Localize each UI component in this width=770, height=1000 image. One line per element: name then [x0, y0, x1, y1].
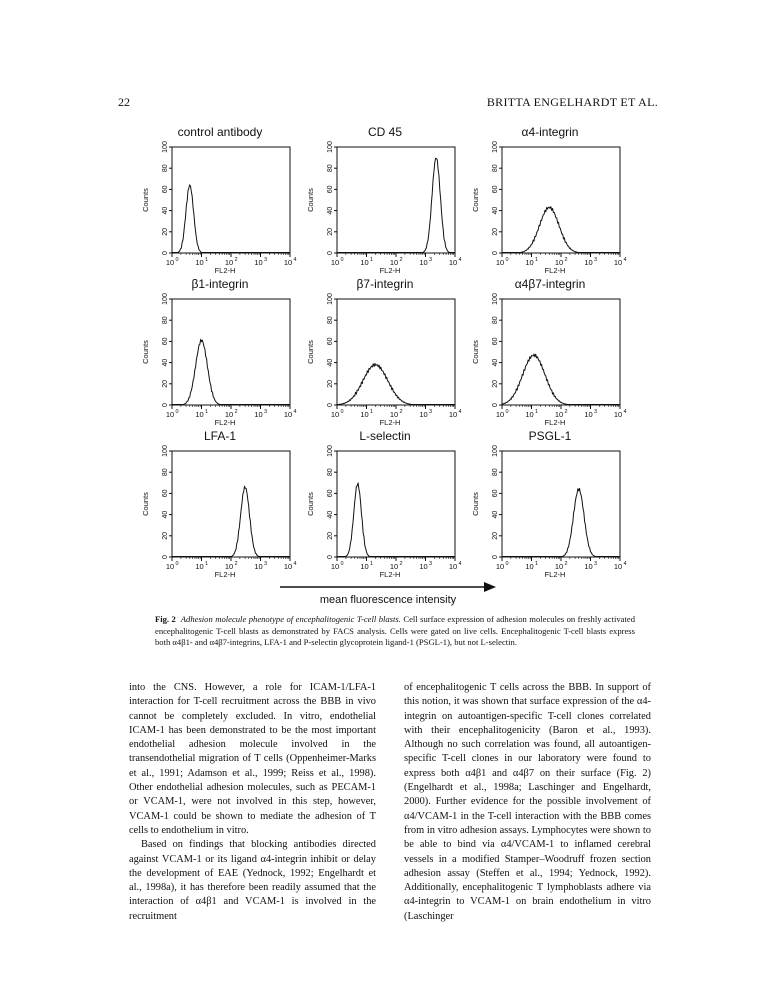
x-tick-exponent: 4 [458, 409, 462, 415]
x-tick-exponent: 0 [505, 409, 509, 415]
x-axis-label: FL2-H [214, 266, 236, 275]
y-tick-label: 100 [162, 445, 169, 457]
plot-frame [502, 451, 620, 557]
panel-title: α4β7-integrin [514, 277, 586, 291]
x-tick-exponent: 4 [623, 257, 627, 263]
x-axis-label: FL2-H [544, 418, 566, 427]
histogram-plot [140, 429, 300, 587]
x-tick-exponent: 1 [204, 561, 209, 567]
x-tick-label: 10 [224, 258, 234, 267]
x-tick-exponent: 3 [428, 257, 433, 263]
x-tick-label: 10 [419, 258, 428, 267]
x-tick-label: 10 [389, 410, 399, 419]
histogram-plot [140, 277, 300, 435]
x-tick-exponent: 0 [340, 257, 344, 263]
x-tick-label: 10 [525, 562, 534, 571]
x-tick-label: 10 [495, 410, 505, 419]
plot-frame [502, 147, 620, 253]
x-tick-label: 10 [584, 562, 593, 571]
x-tick-label: 10 [584, 258, 593, 267]
x-tick-label: 10 [448, 562, 458, 571]
x-tick-exponent: 2 [399, 257, 403, 263]
x-axis-label: FL2-H [544, 266, 566, 275]
y-axis-label: Counts [471, 188, 480, 212]
x-tick-exponent: 4 [293, 257, 297, 263]
plot-frame [502, 299, 620, 405]
panel-title: β7-integrin [356, 277, 414, 291]
x-tick-exponent: 0 [505, 257, 509, 263]
y-tick-label: 40 [327, 510, 334, 519]
x-tick-label: 10 [330, 410, 340, 419]
y-tick-label: 100 [327, 445, 334, 457]
panel-title: α4-integrin [521, 125, 579, 139]
x-tick-exponent: 3 [428, 409, 433, 415]
panel-title: PSGL-1 [528, 429, 572, 443]
text-column-right [404, 681, 651, 924]
x-tick-label: 10 [389, 258, 399, 267]
y-tick-label: 100 [492, 141, 499, 153]
x-tick-label: 10 [195, 562, 204, 571]
x-axis-label: FL2-H [379, 570, 401, 579]
x-tick-label: 10 [525, 258, 534, 267]
x-tick-exponent: 2 [399, 561, 403, 567]
x-tick-label: 10 [283, 562, 293, 571]
x-tick-exponent: 3 [593, 409, 598, 415]
x-tick-label: 10 [195, 258, 204, 267]
y-tick-label: 0 [327, 251, 334, 255]
x-tick-label: 10 [360, 258, 369, 267]
x-axis-label: FL2-H [544, 570, 566, 579]
x-tick-exponent: 0 [505, 561, 509, 567]
x-tick-exponent: 1 [204, 409, 209, 415]
x-tick-exponent: 3 [263, 409, 268, 415]
y-tick-label: 60 [327, 489, 334, 498]
histogram-curve [172, 185, 290, 253]
x-tick-label: 10 [448, 410, 458, 419]
y-axis-label: Counts [306, 188, 315, 212]
y-tick-label: 0 [492, 251, 499, 255]
x-tick-label: 10 [525, 410, 534, 419]
x-tick-label: 10 [554, 562, 564, 571]
histogram-curve [502, 354, 620, 405]
histogram-curve [502, 488, 620, 556]
x-tick-exponent: 4 [293, 409, 297, 415]
x-tick-label: 10 [389, 562, 399, 571]
y-tick-label: 60 [327, 337, 334, 346]
x-tick-exponent: 2 [564, 409, 568, 415]
plot-frame [172, 299, 290, 405]
histogram-panel [305, 429, 465, 587]
x-tick-label: 10 [165, 258, 175, 267]
histogram-plot [305, 277, 465, 435]
x-tick-exponent: 4 [458, 561, 462, 567]
y-tick-label: 20 [327, 379, 334, 388]
x-tick-exponent: 0 [340, 409, 344, 415]
histogram-curve [337, 158, 455, 252]
x-tick-exponent: 0 [175, 257, 179, 263]
x-axis-label: FL2-H [379, 266, 401, 275]
y-tick-label: 60 [492, 489, 499, 498]
y-tick-label: 60 [162, 337, 169, 346]
page-number: 22 [118, 95, 130, 109]
y-tick-label: 20 [162, 379, 169, 388]
y-tick-label: 0 [492, 555, 499, 559]
x-tick-label: 10 [254, 258, 263, 267]
y-tick-label: 40 [162, 358, 169, 367]
y-tick-label: 80 [162, 468, 169, 477]
x-tick-exponent: 2 [234, 561, 238, 567]
x-tick-label: 10 [165, 410, 175, 419]
histogram-plot [305, 429, 465, 587]
y-axis-label: Counts [141, 340, 150, 364]
histogram-panel [470, 125, 630, 283]
y-tick-label: 20 [492, 227, 499, 236]
x-tick-label: 10 [283, 258, 293, 267]
y-tick-label: 40 [492, 206, 499, 215]
x-tick-exponent: 3 [593, 257, 598, 263]
x-tick-label: 10 [448, 258, 458, 267]
panel-title: CD 45 [367, 125, 402, 139]
y-tick-label: 0 [162, 403, 169, 407]
y-tick-label: 60 [492, 337, 499, 346]
y-axis-label: Counts [141, 188, 150, 212]
text-column-left [129, 681, 376, 924]
x-tick-exponent: 0 [175, 561, 179, 567]
y-tick-label: 0 [492, 403, 499, 407]
y-tick-label: 40 [327, 358, 334, 367]
histogram-panel [140, 125, 300, 283]
plot-frame [172, 147, 290, 253]
x-tick-label: 10 [165, 562, 175, 571]
x-tick-label: 10 [360, 410, 369, 419]
caption-body: Cell surface expression of adhesion molecules on freshly activated encephalitogenic T-cell blasts as demonstrated by FACS analysis. Cells were gated on live cells. Encephalitogenic T-cell blasts express both α4β1- and α4β7-integrins, LFA-1 and P-selectin glycoprotein ligand-1 (PSGL-1), but not L-selectin. [155, 614, 635, 648]
x-tick-exponent: 2 [564, 257, 568, 263]
y-tick-label: 40 [492, 510, 499, 519]
x-tick-exponent: 2 [234, 257, 238, 263]
y-tick-label: 0 [162, 555, 169, 559]
y-tick-label: 60 [162, 185, 169, 194]
y-tick-label: 80 [162, 316, 169, 325]
x-tick-label: 10 [419, 562, 428, 571]
histogram-curve [172, 486, 290, 556]
x-tick-label: 10 [195, 410, 204, 419]
y-axis-label: Counts [141, 492, 150, 516]
y-tick-label: 20 [492, 379, 499, 388]
y-tick-label: 60 [327, 185, 334, 194]
x-tick-label: 10 [224, 562, 234, 571]
y-tick-label: 0 [327, 403, 334, 407]
y-tick-label: 0 [162, 251, 169, 255]
x-tick-exponent: 2 [234, 409, 238, 415]
x-tick-exponent: 1 [369, 561, 374, 567]
y-tick-label: 100 [162, 141, 169, 153]
y-tick-label: 20 [327, 227, 334, 236]
y-tick-label: 80 [492, 164, 499, 173]
y-tick-label: 20 [327, 531, 334, 540]
x-tick-label: 10 [613, 410, 623, 419]
x-tick-exponent: 1 [534, 257, 539, 263]
y-tick-label: 40 [162, 206, 169, 215]
histogram-curve [337, 363, 455, 404]
histogram-panel [305, 125, 465, 283]
y-tick-label: 60 [162, 489, 169, 498]
x-tick-label: 10 [584, 410, 593, 419]
x-tick-exponent: 3 [428, 561, 433, 567]
histogram-plot [140, 125, 300, 283]
x-tick-exponent: 0 [175, 409, 179, 415]
y-axis-label: Counts [306, 492, 315, 516]
histogram-plot [470, 125, 630, 283]
x-tick-exponent: 1 [534, 409, 539, 415]
running-head [118, 95, 658, 113]
y-tick-label: 80 [162, 164, 169, 173]
x-tick-label: 10 [495, 258, 505, 267]
y-tick-label: 20 [162, 531, 169, 540]
x-tick-exponent: 3 [593, 561, 598, 567]
x-tick-exponent: 0 [340, 561, 344, 567]
x-axis-label: FL2-H [214, 570, 236, 579]
y-tick-label: 40 [327, 206, 334, 215]
x-tick-label: 10 [419, 410, 428, 419]
histogram-panel [305, 277, 465, 435]
figure-2 [140, 125, 640, 613]
x-tick-exponent: 4 [293, 561, 297, 567]
y-tick-label: 80 [492, 468, 499, 477]
panel-title: LFA-1 [203, 429, 236, 443]
y-axis-label: Counts [471, 492, 480, 516]
y-tick-label: 100 [327, 141, 334, 153]
y-tick-label: 80 [327, 468, 334, 477]
y-tick-label: 40 [492, 358, 499, 367]
histogram-plot [305, 125, 465, 283]
caption-title: Adhesion molecule phenotype of encephalitogenic T-cell blasts. [180, 614, 401, 624]
histogram-panel [470, 429, 630, 587]
histogram-plot [470, 429, 630, 587]
mfi-axis-label: mean fluorescence intensity [319, 594, 457, 606]
y-tick-label: 80 [492, 316, 499, 325]
y-tick-label: 80 [327, 316, 334, 325]
histogram-panel [470, 277, 630, 435]
y-axis-label: Counts [471, 340, 480, 364]
panel-title: β1-integrin [191, 277, 249, 291]
x-tick-exponent: 1 [204, 257, 209, 263]
x-tick-label: 10 [554, 410, 564, 419]
x-tick-exponent: 1 [369, 409, 374, 415]
x-tick-exponent: 4 [623, 561, 627, 567]
y-tick-label: 100 [492, 293, 499, 305]
x-axis-label: FL2-H [214, 418, 236, 427]
x-tick-exponent: 3 [263, 561, 268, 567]
x-tick-label: 10 [254, 562, 263, 571]
plot-frame [337, 299, 455, 405]
x-tick-label: 10 [224, 410, 234, 419]
x-tick-exponent: 2 [564, 561, 568, 567]
histogram-curve [172, 339, 290, 404]
x-tick-label: 10 [330, 562, 340, 571]
x-tick-label: 10 [360, 562, 369, 571]
paragraph: Based on findings that blocking antibodies directed against VCAM-1 or its ligand α4-integrin inhibit or delay the development of EAE (Yednock, 1992; Engelhardt et al., 1998a), it has therefore been readily assumed that the interaction of α4β1 and VCAM-1 is involved in the recruitment [129, 839, 376, 922]
panel-title: L-selectin [359, 429, 411, 443]
y-tick-label: 20 [162, 227, 169, 236]
histogram-panel [140, 277, 300, 435]
figure-caption [155, 614, 635, 649]
histogram-plot [470, 277, 630, 435]
caption-label: Fig. 2 [155, 614, 176, 624]
y-tick-label: 60 [492, 185, 499, 194]
y-tick-label: 40 [162, 510, 169, 519]
x-tick-exponent: 2 [399, 409, 403, 415]
running-head-authors: BRITTA ENGELHARDT ET AL. [486, 95, 658, 109]
x-tick-label: 10 [613, 562, 623, 571]
y-tick-label: 100 [492, 445, 499, 457]
paragraph: into the CNS. However, a role for ICAM-1/LFA-1 interaction for T-cell recruitment across the BBB in vivo cannot be completely excluded. In vitro, endothelial ICAM-1 has been demonstrated to be the most important endothelial adhesion molecule involved in the transendothelial migration of T cells (Oppenheimer-Marks et al., 1991; Adamson et al., 1999; Reiss et al., 1998). Other endothelial adhesion molecules, such as PECAM-1 or VCAM-1, were not involved in this step, however, VCAM-1 could be shown to mediate the adhesion of T cells to endothelium in vitro. [129, 682, 376, 836]
y-tick-label: 80 [327, 164, 334, 173]
y-tick-label: 20 [492, 531, 499, 540]
y-tick-label: 100 [327, 293, 334, 305]
y-axis-label: Counts [306, 340, 315, 364]
histogram-curve [337, 483, 455, 557]
histogram-panel [140, 429, 300, 587]
y-tick-label: 0 [327, 555, 334, 559]
x-tick-label: 10 [330, 258, 340, 267]
x-tick-label: 10 [613, 258, 623, 267]
x-tick-label: 10 [254, 410, 263, 419]
x-tick-exponent: 4 [623, 409, 627, 415]
x-tick-label: 10 [495, 562, 505, 571]
x-tick-label: 10 [554, 258, 564, 267]
plot-frame [172, 451, 290, 557]
x-tick-exponent: 3 [263, 257, 268, 263]
histogram-curve [502, 207, 620, 253]
x-tick-exponent: 4 [458, 257, 462, 263]
x-tick-label: 10 [283, 410, 293, 419]
paragraph: of encephalitogenic T cells across the BBB. In support of this notion, it was shown that surface expression of the α4-integrin on autoantigen-specific T-cell clones correlated with their encephalitogenicity (Baron et al., 1993). Although no such correlation was found, all autoantigen-specific T-cell clones in our laboratory were found to express both α4β1 and α4β7 on their surface (Fig. 2) (Engelhardt et al., 1998a; Laschinger and Engelhardt, 2000). Further evidence for the possible involvement of α4/VCAM-1 in the T-cell interaction with the BBB comes from in vitro adhesion assays. Lymphocytes were shown to be able to bind via α4/VCAM-1 to inflamed cerebral vessels in a modified Stamper–Woodruff frozen section adhesion assay (Steffen et al., 1994; Yednock, 1992). Additionally, encephalitogenic T lymphoblasts adhere via α4-integrin to VCAM-1 on brain endothelium in vitro (Laschinger [404, 682, 651, 922]
x-tick-exponent: 1 [369, 257, 374, 263]
x-tick-exponent: 1 [534, 561, 539, 567]
panel-title: control antibody [177, 125, 263, 139]
x-axis-label: FL2-H [379, 418, 401, 427]
y-tick-label: 100 [162, 293, 169, 305]
